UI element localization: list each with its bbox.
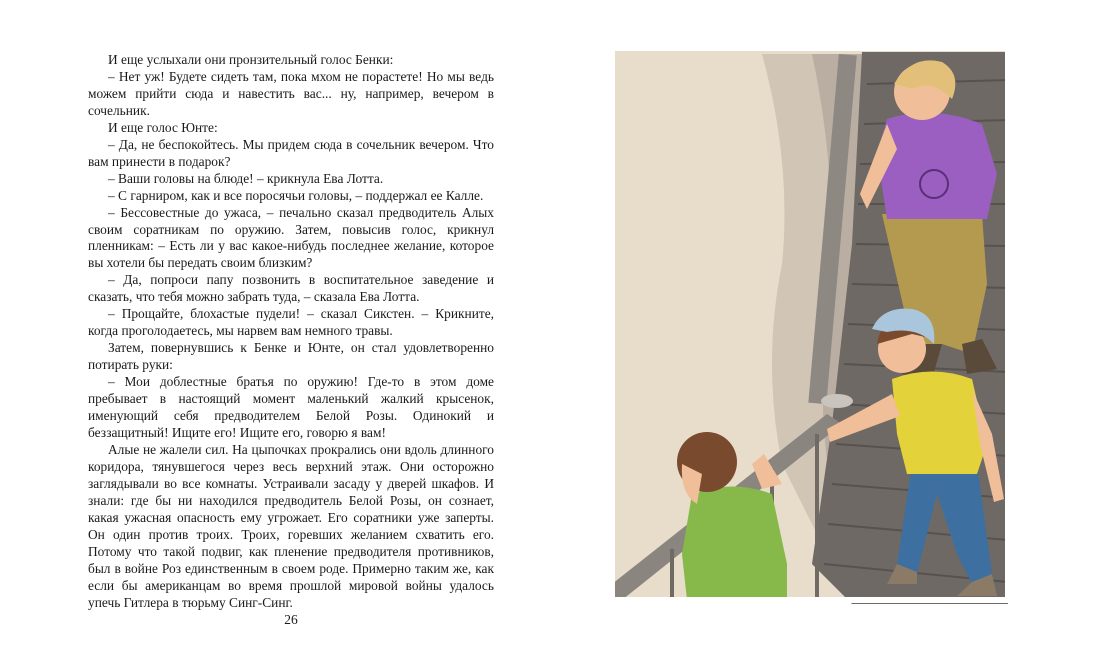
staircase-illustration (612, 44, 1012, 604)
illustration-drawing (612, 44, 1012, 604)
paragraph: – Мои доблестные братья по оружию! Где-то в этом доме пребывает в настоящий момент маленький жалкий крысенок, именующий себя предводителем Белой Розы. Одинокий и беззащитный! Ищите его! Ищите его, говорю я вам! (88, 374, 494, 440)
page-number: 26 (284, 612, 298, 627)
paragraph: – Бессовестные до ужаса, – печально сказал предводитель Алых своим соратникам по оружию. Затем, повысив голос, крикнул пленникам: – Есть ли у вас какое-нибудь последнее желание, которое вы хотели бы передать своим близким? (88, 204, 494, 271)
paragraph: – Прощайте, блохастые пудели! – сказал Сикстен. – Крикните, когда проголодаетесь, мы нарвем вам немного травы. (88, 306, 494, 339)
paragraph: – Нет уж! Будете сидеть там, пока мхом не порастете! Но мы ведь можем прийти сюда и навестить вас... ну, например, вечером в сочельник. (88, 68, 494, 118)
paragraph: – Да, не беспокойтесь. Мы придем сюда в сочельник вечером. Что вам принести в подарок? (88, 136, 494, 169)
paragraph: И еще услыхали они пронзительный голос Бенки: (108, 52, 394, 67)
paragraph: – Да, попроси папу позвонить в воспитательное заведение и сказать, что тебя можно забрать туда, – сказала Ева Лотта. (88, 272, 494, 305)
paragraph: И еще голос Юнте: (108, 119, 218, 135)
paragraph: Алые не жалели сил. На цыпочках прокрались они вдоль длинного коридора, тянувшегося через весь верхний этаж. Они осторожно заглядывали во все комнаты. Устраивали засаду у дверей шкафов. И знали: где бы ни находился предводитель Белой Розы, он сознает, какая ужасная опасность ему угрожает. Его соратники уже заперты. Он один против троих. Троих, горевших желанием схватить его. Потому что такой подвиг, как пленение предводителя противников, был в войне Роз единственным в своем роде. Примерно таким же, как если бы американцам во время прошлой мировой войны удалось упечь Гитлера в тюрьму Синг-Синг. (88, 441, 494, 610)
paragraph: Затем, повернувшись к Бенке и Юнте, он стал удовлетворенно потирать руки: (88, 340, 494, 373)
text-page (88, 52, 494, 611)
paragraph: – С гарниром, как и все поросячьи головы, – поддержал ее Калле. (108, 187, 484, 203)
paragraph: – Ваши головы на блюде! – крикнула Ева Лотта. (108, 170, 384, 186)
post-cap (821, 394, 853, 408)
